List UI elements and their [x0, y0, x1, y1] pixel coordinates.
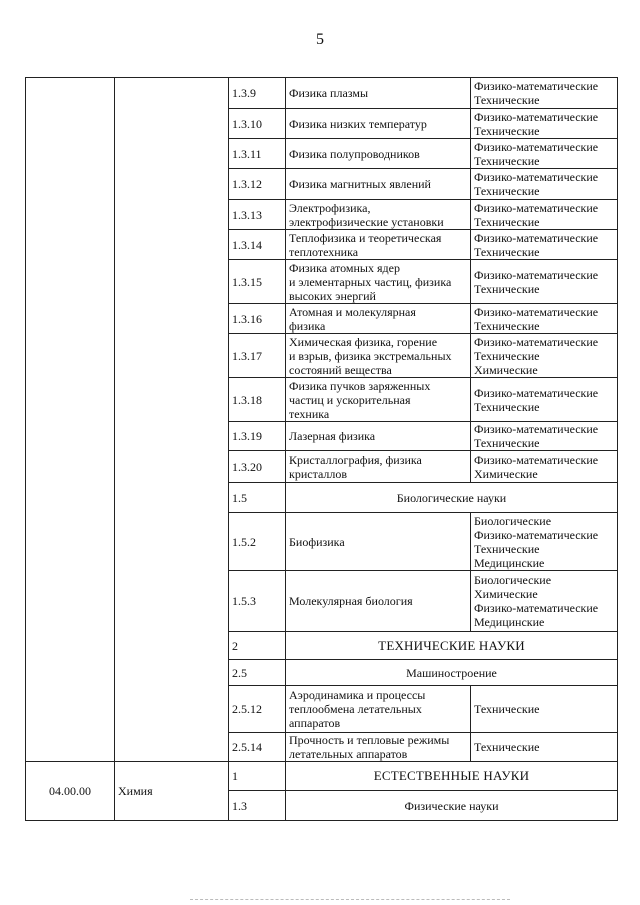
specialty-name: [286, 78, 471, 109]
specialty-name-line: Лазерная физика: [289, 429, 376, 443]
specialty-code: 1.3.11: [229, 139, 286, 169]
science-branch: Физико-математические: [474, 267, 599, 282]
specialty-name: [286, 422, 471, 451]
science-branches: [471, 513, 618, 571]
science-branch: Медицинские: [474, 615, 545, 629]
specialty-name: [286, 733, 471, 762]
specialty-code: 1.3.15: [229, 260, 286, 304]
science-branch: Технические: [474, 399, 540, 414]
specialty-code: 1.3.19: [229, 422, 286, 451]
science-branch: Физико-математические: [474, 304, 599, 319]
specialty-code: 1.3: [229, 791, 286, 821]
science-branch: Физико-математические: [474, 452, 599, 467]
specialty-name-line: Химическая физика, горение: [289, 334, 438, 349]
specialty-name: [286, 686, 471, 733]
specialty-name-line: высоких энергий: [289, 288, 376, 303]
specialty-name-line: Молекулярная биология: [289, 594, 413, 608]
science-branches: [471, 733, 618, 762]
page-number: 5: [316, 31, 324, 48]
science-branches: [471, 334, 618, 378]
specialty-name-line: физика: [289, 318, 326, 333]
science-branches: [471, 200, 618, 230]
specialty-name-line: Физика плазмы: [289, 86, 369, 100]
section-title: ТЕХНИЧЕСКИЕ НАУКИ: [286, 632, 618, 660]
science-branch: Технические: [474, 123, 540, 138]
specialty-code: 1.3.16: [229, 304, 286, 334]
science-branch: Технические: [474, 436, 540, 450]
science-branch: Технические: [474, 153, 540, 168]
specialty-name: [286, 139, 471, 169]
science-branches: [471, 78, 618, 109]
science-branch: Физико-математические: [474, 79, 599, 93]
science-branch: Медицинские: [474, 555, 545, 570]
specialty-name-line: Прочность и тепловые режимы: [289, 733, 450, 747]
specialty-name-line: кристаллов: [289, 466, 348, 481]
specialties-table: [25, 77, 618, 821]
field-code: 04.00.00: [26, 762, 115, 821]
science-branches: [471, 109, 618, 139]
specialty-code: 1.3.9: [229, 78, 286, 109]
specialty-code: 1.5.3: [229, 571, 286, 632]
specialty-name: [286, 230, 471, 260]
science-branch: Химические: [474, 362, 538, 377]
specialty-name-line: частиц и ускорительная: [289, 392, 411, 407]
science-branches: [471, 169, 618, 200]
specialty-name: [286, 260, 471, 304]
specialty-code: 1.3.18: [229, 378, 286, 422]
science-branches: [471, 139, 618, 169]
specialty-name: [286, 513, 471, 571]
section-title: Машиностроение: [286, 660, 618, 686]
specialty-name-line: Атомная и молекулярная: [289, 304, 416, 319]
section-title: Физические науки: [286, 791, 618, 821]
specialty-name-line: Кристаллография, физика: [289, 452, 422, 467]
table-row: [26, 78, 618, 109]
specialty-code: 2: [229, 632, 286, 660]
specialty-name-line: Физика полупроводников: [289, 146, 420, 161]
section-title: Биологические науки: [286, 483, 618, 513]
specialty-name-line: и взрыв, физика экстремальных: [289, 348, 452, 363]
specialty-name: [286, 378, 471, 422]
specialty-name: [286, 451, 471, 483]
science-branch: Физико-математические: [474, 230, 599, 245]
science-branches: [471, 230, 618, 260]
science-branch: Физико-математические: [474, 385, 599, 400]
specialty-name-line: и элементарных частиц, физика: [289, 274, 452, 289]
science-branch: Биологические: [474, 573, 552, 587]
specialty-name-line: Физика низких температур: [289, 116, 427, 131]
specialty-name-line: техника: [289, 406, 330, 421]
science-branch: Биологические: [474, 513, 552, 528]
specialty-name-line: Теплофизика и теоретическая: [289, 230, 442, 245]
specialty-name-line: электрофизические установки: [289, 214, 444, 229]
science-branch: Технические: [474, 93, 540, 107]
science-branch: Технические: [474, 541, 540, 556]
science-branch: Физико-математические: [474, 422, 599, 436]
specialty-code: 2.5: [229, 660, 286, 686]
science-branch: Технические: [474, 281, 540, 296]
science-branch: Физико-математические: [474, 170, 599, 184]
specialty-name: [286, 109, 471, 139]
section-row: [26, 762, 618, 791]
specialty-code: 1.3.13: [229, 200, 286, 230]
specialty-name-line: состояний вещества: [289, 362, 392, 377]
specialty-code: 1: [229, 762, 286, 791]
specialty-name-line: летательных аппаратов: [289, 747, 408, 761]
specialty-name-line: Физика магнитных явлений: [289, 177, 431, 191]
science-branch: Технические: [474, 348, 540, 363]
science-branch: Химические: [474, 466, 538, 481]
science-branches: [471, 378, 618, 422]
specialty-code: 1.5.2: [229, 513, 286, 571]
science-branch: Технические: [474, 740, 540, 754]
science-branch: Химические: [474, 587, 538, 601]
scan-edge-line: [190, 899, 510, 901]
field-code-cell: [26, 78, 115, 762]
specialty-code: 1.3.20: [229, 451, 286, 483]
field-name: Химия: [115, 762, 229, 821]
science-branch: Технические: [474, 318, 540, 333]
specialty-code: 1.3.17: [229, 334, 286, 378]
specialty-name-line: теплообмена летательных: [289, 702, 422, 716]
specialty-name: [286, 304, 471, 334]
science-branch: Физико-математические: [474, 109, 599, 124]
specialty-code: 1.3.10: [229, 109, 286, 139]
specialty-name-line: Физика атомных ядер: [289, 260, 400, 275]
specialty-name-line: аппаратов: [289, 716, 341, 730]
specialty-name: [286, 571, 471, 632]
science-branch: Технические: [474, 184, 540, 198]
specialty-name-line: теплотехника: [289, 244, 359, 259]
field-name-cell: [115, 78, 229, 762]
science-branch: Физико-математические: [474, 527, 599, 542]
science-branch: Физико-математические: [474, 139, 599, 154]
science-branches: [471, 422, 618, 451]
specialty-code: 2.5.14: [229, 733, 286, 762]
science-branch: Технические: [474, 702, 540, 716]
science-branch: Физико-математические: [474, 601, 599, 615]
science-branches: [471, 451, 618, 483]
specialty-name-line: Физика пучков заряженных: [289, 378, 431, 393]
science-branches: [471, 260, 618, 304]
science-branch: Физико-математические: [474, 200, 599, 215]
science-branch: Технические: [474, 244, 540, 259]
science-branches: [471, 304, 618, 334]
specialty-code: 1.3.12: [229, 169, 286, 200]
science-branch: Физико-математические: [474, 334, 599, 349]
science-branch: Технические: [474, 214, 540, 229]
specialty-name-line: Аэродинамика и процессы: [289, 688, 426, 702]
science-branches: [471, 571, 618, 632]
science-branches: [471, 686, 618, 733]
specialty-code: 1.3.14: [229, 230, 286, 260]
specialty-code: 2.5.12: [229, 686, 286, 733]
section-title: ЕСТЕСТВЕННЫЕ НАУКИ: [286, 762, 618, 791]
specialty-name-line: Электрофизика,: [289, 200, 371, 215]
specialty-name: [286, 334, 471, 378]
specialty-name-line: Биофизика: [289, 534, 345, 549]
specialty-name: [286, 169, 471, 200]
specialty-code: 1.5: [229, 483, 286, 513]
specialty-name: [286, 200, 471, 230]
